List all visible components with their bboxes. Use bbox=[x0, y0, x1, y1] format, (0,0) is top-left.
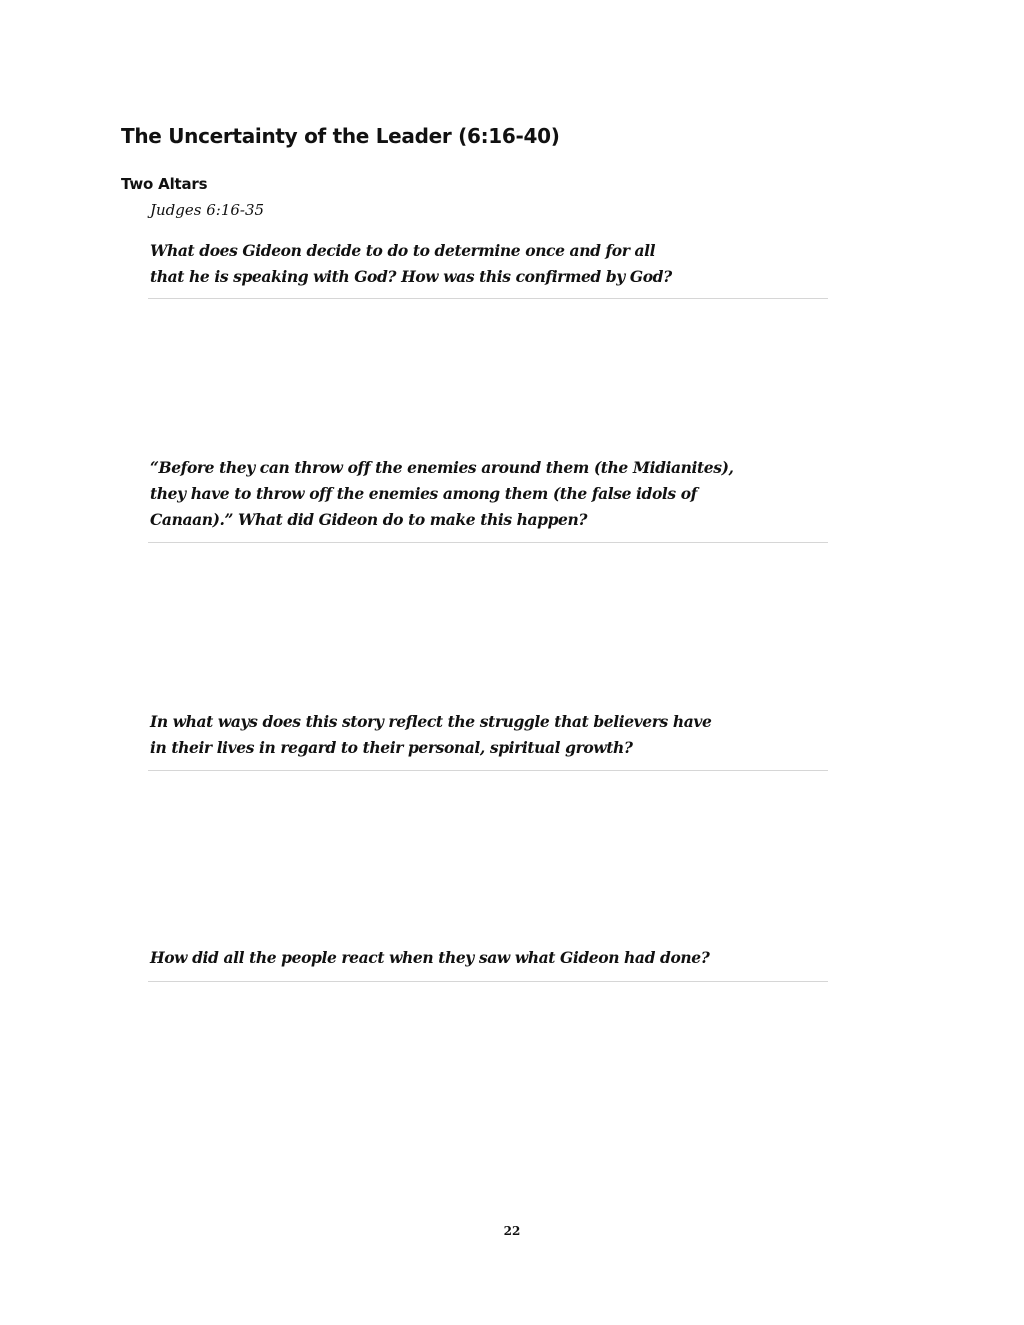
answer-line-3 bbox=[148, 770, 828, 771]
section-title: The Uncertainty of the Leader (6:16-40) bbox=[121, 124, 560, 148]
question-2-line-1: “Before they can throw off the enemies around them (the Midianites), bbox=[150, 458, 734, 477]
question-4-line-1: How did all the people react when they saw what Gideon had done? bbox=[150, 948, 710, 967]
question-3 bbox=[150, 709, 830, 761]
answer-line-1 bbox=[148, 298, 828, 299]
question-2 bbox=[150, 455, 830, 533]
question-2-line-2: they have to throw off the enemies among them (the false idols of bbox=[150, 484, 697, 503]
question-3-line-2: in their lives in regard to their personal, spiritual growth? bbox=[150, 738, 633, 757]
answer-line-2 bbox=[148, 542, 828, 543]
question-4 bbox=[150, 945, 830, 971]
question-1-line-2: that he is speaking with God? How was this confirmed by God? bbox=[150, 267, 672, 286]
question-1-line-1: What does Gideon decide to do to determine once and for all bbox=[150, 241, 656, 260]
answer-line-4 bbox=[148, 981, 828, 982]
question-2-line-3: Canaan).” What did Gideon do to make this happen? bbox=[150, 510, 588, 529]
scripture-reference: Judges 6:16-35 bbox=[150, 201, 265, 219]
section-subtitle: Two Altars bbox=[121, 175, 208, 193]
question-1 bbox=[150, 238, 830, 290]
question-3-line-1: In what ways does this story reflect the struggle that believers have bbox=[150, 712, 712, 731]
page-number: 22 bbox=[503, 1224, 521, 1238]
